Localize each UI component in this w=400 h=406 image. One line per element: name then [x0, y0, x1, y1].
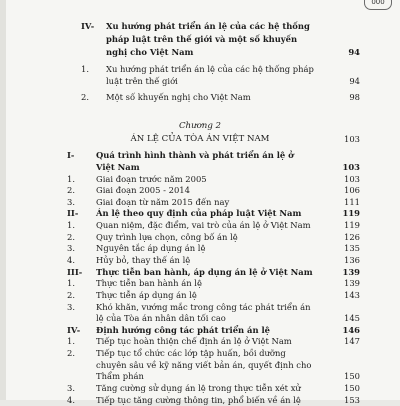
toc-entry-number: II-: [67, 208, 79, 218]
toc-entry-title: Định hướng công tác phát triển án lệ: [96, 325, 270, 335]
toc-entry-number: 1.: [67, 278, 75, 288]
toc-entry-title: Tiếp tục hoàn thiện chế định án lệ ở Việt Nam: [96, 336, 292, 346]
toc-entry-title: Hủy bỏ, thay thế án lệ: [96, 255, 191, 265]
chapter-title: [0, 134, 400, 145]
toc-entry-number: 1.: [67, 336, 75, 346]
toc-page-number: 126: [344, 232, 360, 242]
toc-entry-number: 2.: [67, 232, 75, 242]
toc-entry-title: Xu hướng phát triển án lệ của các hệ thống pháp: [106, 64, 314, 74]
toc-entry-title: Tăng cường sử dụng án lệ trong thực tiễn xét xử: [96, 383, 301, 393]
toc-page-number: 145: [344, 313, 360, 323]
toc-page-number: 143: [344, 290, 360, 300]
toc-entry-title: Một số khuyến nghị cho Việt Nam: [106, 92, 251, 102]
toc-entry-title: luật trên thế giới: [106, 76, 178, 86]
toc-page-number: 150: [344, 383, 360, 393]
toc-entry-number: 2.: [81, 92, 89, 102]
toc-entry-title: Giai đoạn 2005 - 2014: [96, 185, 190, 195]
toc-page-number: 139: [344, 278, 360, 288]
toc-entry-title: Khó khăn, vướng mắc trong công tác phát triển án: [96, 302, 311, 312]
toc-page-number: 119: [344, 220, 360, 230]
toc-entry-number: IV-: [67, 325, 81, 335]
toc-entry-number: 3.: [67, 197, 75, 207]
toc-entry-title: nghị cho Việt Nam: [106, 47, 194, 57]
scan-edge: [0, 0, 6, 400]
toc-page-number: 103: [344, 174, 360, 184]
toc-page-number: 150: [344, 371, 360, 381]
toc-entry-number: 1.: [67, 220, 75, 230]
toc-entry-number: 4.: [67, 395, 75, 405]
toc-entry-number: 2.: [67, 185, 75, 195]
toc-page-number: 136: [344, 255, 360, 265]
toc-entry-title: Thực tiễn áp dụng án lệ: [96, 290, 197, 300]
toc-entry-title: Giai đoạn từ năm 2015 đến nay: [96, 197, 230, 207]
toc-page-number: 111: [344, 197, 360, 207]
toc-entry-title: Nguyên tắc áp dụng án lệ: [96, 243, 206, 253]
toc-entry-title: Thực tiễn ban hành, áp dụng án lệ ở Việt Nam: [96, 267, 313, 277]
toc-entry-title: Án lệ theo quy định của pháp luật Việt Nam: [96, 208, 302, 218]
toc-entry-title: Tiếp tục tổ chức các lớp tập huấn, bồi dưỡng: [96, 348, 286, 358]
toc-entry-number: IV-: [81, 21, 95, 31]
toc-page-number: 153: [344, 395, 360, 405]
toc-page-number: 119: [342, 208, 360, 218]
toc-entry-number: 2.: [67, 348, 75, 358]
toc-entry-title: Giai đoạn trước năm 2005: [96, 174, 207, 184]
toc-page-number: 146: [342, 325, 360, 335]
toc-entry-title: pháp luật trên thế giới và một số khuyến: [106, 34, 298, 44]
toc-entry-number: III-: [67, 267, 83, 277]
chapter-text: Chương 2: [178, 121, 222, 131]
toc-entry-number: I-: [67, 150, 75, 160]
toc-page-number: 103: [342, 162, 360, 172]
toc-page-number: 103: [344, 134, 360, 144]
toc-entry-number: 3.: [67, 383, 75, 393]
toc-entry-title: lệ của Tòa án nhân dân tối cao: [96, 313, 226, 323]
toc-entry-number: 4.: [67, 255, 75, 265]
toc-entry-title: Thẩm phán: [96, 371, 144, 381]
chapter-text: ÁN LỆ CỦA TÒA ÁN VIỆT NAM: [130, 134, 270, 144]
toc-entry-number: 3.: [67, 302, 75, 312]
toc-entry-title: Việt Nam: [96, 162, 140, 172]
toc-entry-title: Quá trình hình thành và phát triển án lệ ở: [96, 150, 294, 160]
toc-page-number: 106: [344, 185, 360, 195]
toc-entry-number: 1.: [67, 174, 75, 184]
toc-page-number: 135: [344, 243, 360, 253]
toc-page-number: 94: [348, 47, 360, 57]
toc-page-number: 94: [349, 76, 360, 86]
toc-entry-title: chuyên sâu về kỹ năng viết bản án, quyết định cho: [96, 360, 312, 370]
toc-page-number: 147: [344, 336, 360, 346]
toc-page-number: 139: [342, 267, 360, 277]
page-number: 000: [364, 0, 392, 10]
chapter-label: [0, 121, 400, 132]
toc-entry-number: 1.: [81, 64, 89, 74]
toc-entry-title: Quy trình lựa chọn, công bố án lệ: [96, 232, 238, 242]
toc-entry-title: Xu hướng phát triển án lệ của các hệ thống: [106, 21, 310, 31]
toc-entry-title: Tiếp tục tăng cường thông tin, phổ biến về án lệ: [96, 395, 301, 405]
toc-entry-number: 2.: [67, 290, 75, 300]
toc-entry-title: Quan niệm, đặc điểm, vai trò của án lệ ở Việt Nam: [96, 220, 311, 230]
toc-page-number: 98: [349, 92, 360, 102]
toc-entry-number: 3.: [67, 243, 75, 253]
toc-entry-title: Thực tiễn ban hành án lệ: [96, 278, 202, 288]
